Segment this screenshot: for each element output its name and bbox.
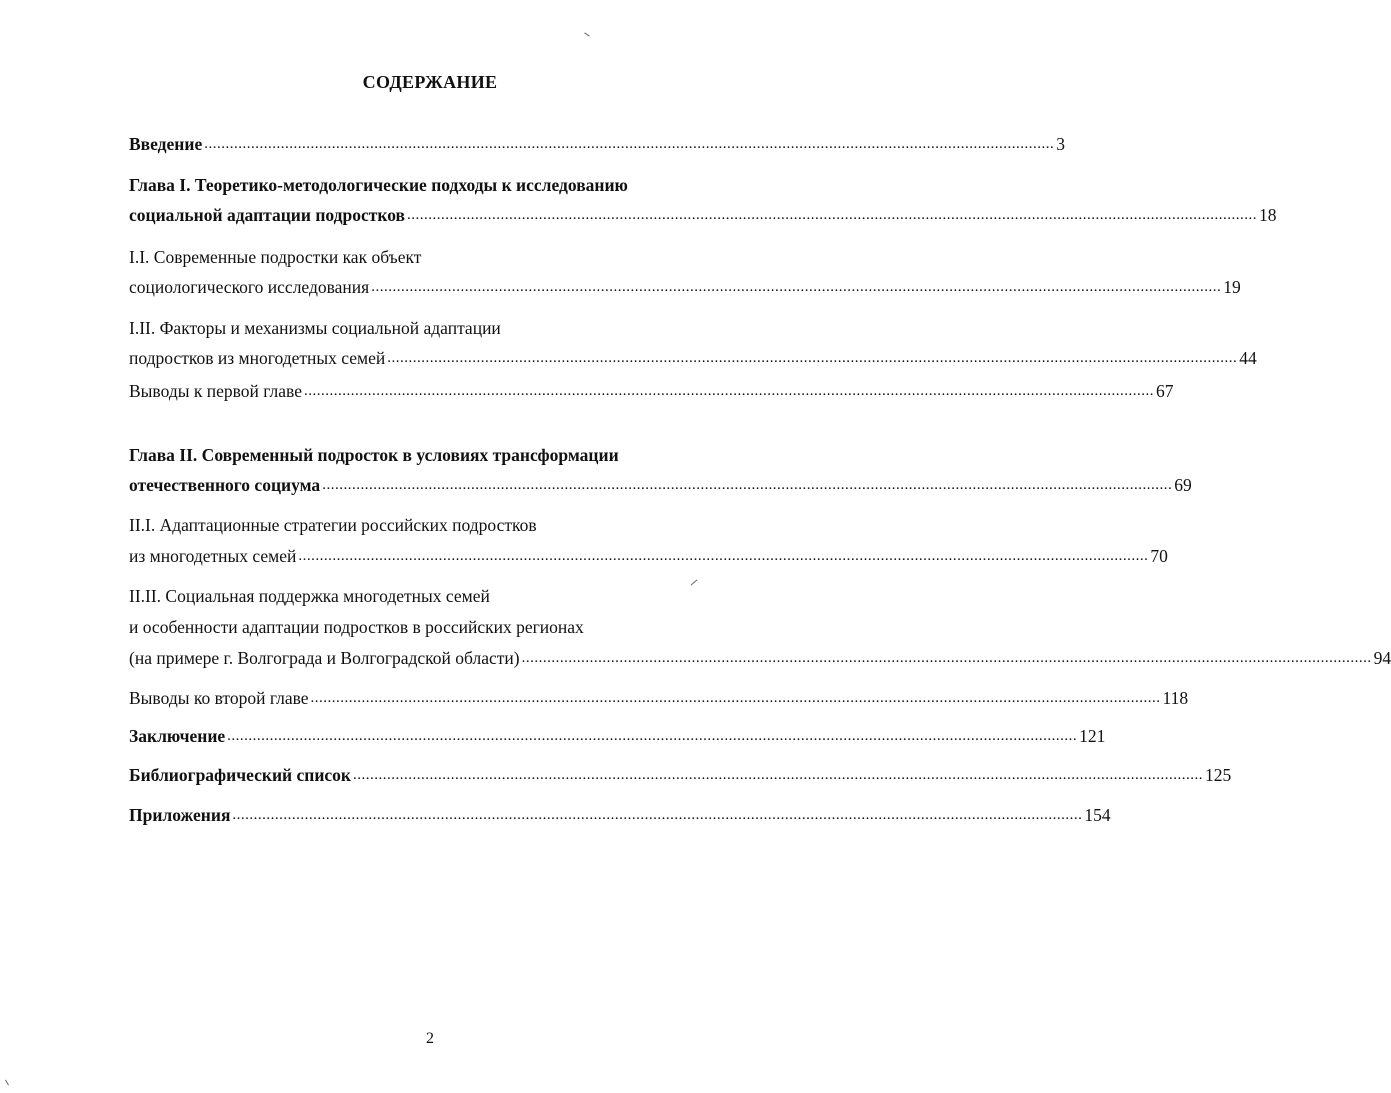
toc-entry-text: и особенности адаптации подростков в российских регионах <box>129 617 584 637</box>
toc-entry-text: (на примере г. Волгограда и Волгоградской области) <box>129 648 520 668</box>
toc-page-number: 18 <box>1258 205 1277 225</box>
toc-section11-line1 <box>129 244 764 268</box>
toc-page-number: 70 <box>1150 546 1168 566</box>
toc-entry-text: Глава II. Современный подросток в условиях трансформации <box>129 445 619 465</box>
toc-entry-text: из многодетных семей <box>129 546 297 566</box>
leader-dots: ........................................................................................................................................................................................................ <box>303 383 1154 399</box>
toc-chapter1-title-line2 <box>129 202 1277 226</box>
leader-dots: ........................................................................................................................................................................................................ <box>353 767 1204 783</box>
toc-chapter1-title-line1 <box>129 172 764 196</box>
leader-dots: ........................................................................................................................................................................................................ <box>232 807 1083 823</box>
toc-entry-text: социальной адаптации подростков <box>129 205 405 225</box>
toc-entry-text: I.II. Факторы и механизмы социальной адаптации <box>129 318 501 338</box>
toc-section22-line2 <box>129 614 764 638</box>
scan-speck <box>584 32 589 36</box>
toc-entry-bibliography <box>129 762 1232 786</box>
toc-page-number: 44 <box>1239 348 1257 368</box>
leader-dots: ........................................................................................................................................................................................................ <box>521 650 1372 666</box>
toc-entry-text: Выводы ко второй главе <box>129 688 309 708</box>
toc-section11-line2 <box>129 274 1241 298</box>
toc-page-number: 69 <box>1174 475 1192 495</box>
toc-section22-line1 <box>129 583 764 607</box>
page-number: 2 <box>426 1030 434 1047</box>
leader-dots: ........................................................................................................................................................................................................ <box>227 728 1078 744</box>
toc-section12-line1 <box>129 315 764 339</box>
toc-entry-conclusion <box>129 723 1106 747</box>
scan-speck <box>5 1080 9 1086</box>
toc-chapter2-title-line2 <box>129 472 1192 496</box>
toc-entry-text: Библиографический список <box>129 765 352 785</box>
leader-dots: ........................................................................................................................................................................................................ <box>371 279 1222 295</box>
toc-entry-text: Введение <box>129 134 203 154</box>
toc-entry-conclusions2 <box>129 685 1189 709</box>
toc-section21-line1 <box>129 512 764 536</box>
toc-page-number: 19 <box>1223 277 1241 297</box>
toc-page-number: 67 <box>1155 381 1174 401</box>
toc-entry-intro <box>129 131 1065 155</box>
toc-section22-line3 <box>129 645 1391 669</box>
toc-entry-conclusions1 <box>129 378 1174 402</box>
leader-dots: ........................................................................................................................................................................................................ <box>406 207 1257 223</box>
page-title: СОДЕРЖАНИЕ <box>362 72 498 92</box>
toc-section21-line2 <box>129 543 1168 567</box>
toc-entry-text: подростков из многодетных семей <box>129 348 386 368</box>
leader-dots: ........................................................................................................................................................................................................ <box>298 548 1149 564</box>
toc-entry-text: отечественного социума <box>129 475 321 495</box>
leader-dots: ........................................................................................................................................................................................................ <box>387 350 1238 366</box>
toc-entry-text: социологического исследования <box>129 277 370 297</box>
leader-dots: ........................................................................................................................................................................................................ <box>204 136 1055 152</box>
toc-page-number: 125 <box>1205 765 1232 785</box>
toc-entry-text: Выводы к первой главе <box>129 381 302 401</box>
toc-section12-line2 <box>129 345 1257 369</box>
toc-page-number: 118 <box>1162 688 1189 708</box>
toc-entry-text: Заключение <box>129 726 226 746</box>
toc-page-number: 3 <box>1056 134 1065 154</box>
leader-dots: ........................................................................................................................................................................................................ <box>310 690 1161 706</box>
leader-dots: ........................................................................................................................................................................................................ <box>322 477 1173 493</box>
toc-page-number: 121 <box>1079 726 1106 746</box>
toc-entry-text: Глава I. Теоретико-методологические подходы к исследованию <box>129 175 628 195</box>
toc-page-number: 154 <box>1084 805 1111 825</box>
toc-entry-text: II.II. Социальная поддержка многодетных семей <box>129 586 490 606</box>
toc-chapter2-title-line1 <box>129 442 764 466</box>
toc-entry-appendix <box>129 802 1111 826</box>
toc-page-number: 94 <box>1373 648 1391 668</box>
toc-entry-text: I.I. Современные подростки как объект <box>129 247 422 267</box>
toc-entry-text: II.I. Адаптационные стратегии российских подростков <box>129 515 537 535</box>
toc-entry-text: Приложения <box>129 805 231 825</box>
